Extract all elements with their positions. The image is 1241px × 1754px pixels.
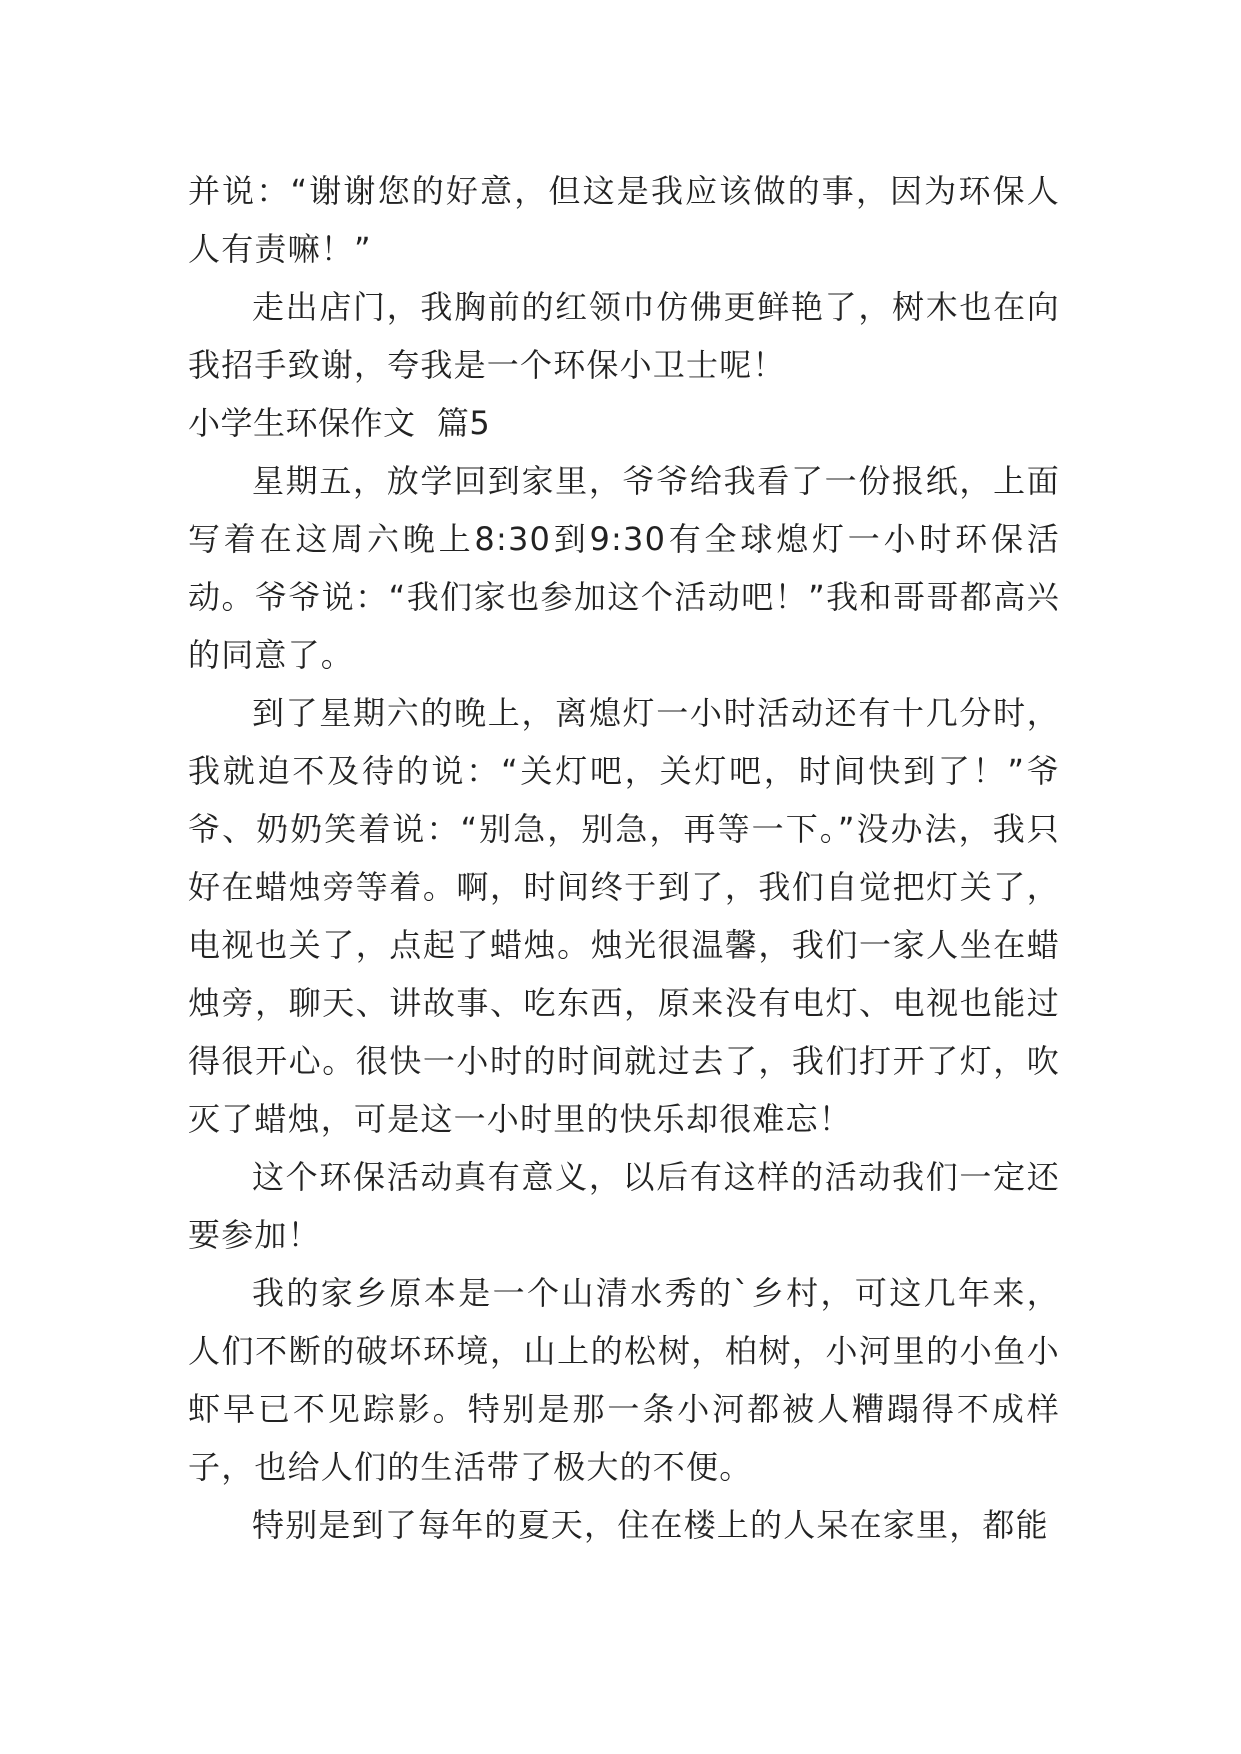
paragraph-4: 到了星期六的晚上，离熄灯一小时活动还有十几分时，我就迫不及待的说：“关灯吧，关灯吧，时间快到了！”爷爷、奶奶笑着说：“别急，别急，再等一下。”没办法，我只好在蜡烛旁等着。啊，时间终于到了，我们自觉把灯关了，电视也关了，点起了蜡烛。烛光很温馨，我们一家人坐在蜡烛旁，聊天、讲故事、吃东西，原来没有电灯、电视也能过得很开心。很快一小时的时间就过去了，我们打开了灯，吹灭了蜡烛，可是这一小时里的快乐却很难忘！: [188, 694, 1060, 1138]
paragraph-2: 走出店门，我胸前的红领巾仿佛更鲜艳了，树木也在向我招手致谢，夸我是一个环保小卫士呢！: [188, 288, 1060, 384]
paragraph-3: 星期五，放学回到家里，爷爷给我看了一份报纸，上面写着在这周六晚上8:30到9:30有全球熄灯一小时环保活动。爷爷说：“我们家也参加这个活动吧！”我和哥哥都高兴的同意了。: [188, 462, 1060, 674]
paragraph-7: 特别是到了每年的夏天，住在楼上的人呆在家里，都能: [252, 1506, 1049, 1544]
paragraph-6: 我的家乡原本是一个山清水秀的`乡村，可这几年来，人们不断的破坏环境，山上的松树，柏树，小河里的小鱼小虾早已不见踪影。特别是那一条小河都被人糟蹋得不成样子，也给人们的生活带了极大的不便。: [188, 1274, 1060, 1486]
document-body: [188, 162, 1060, 1554]
paragraph-1: 并说：“谢谢您的好意，但这是我应该做的事，因为环保人人有责嘛！”: [188, 172, 1060, 268]
paragraph-5: 这个环保活动真有意义，以后有这样的活动我们一定还要参加！: [188, 1158, 1060, 1254]
section-heading: 小学生环保作文 篇5: [188, 404, 491, 442]
